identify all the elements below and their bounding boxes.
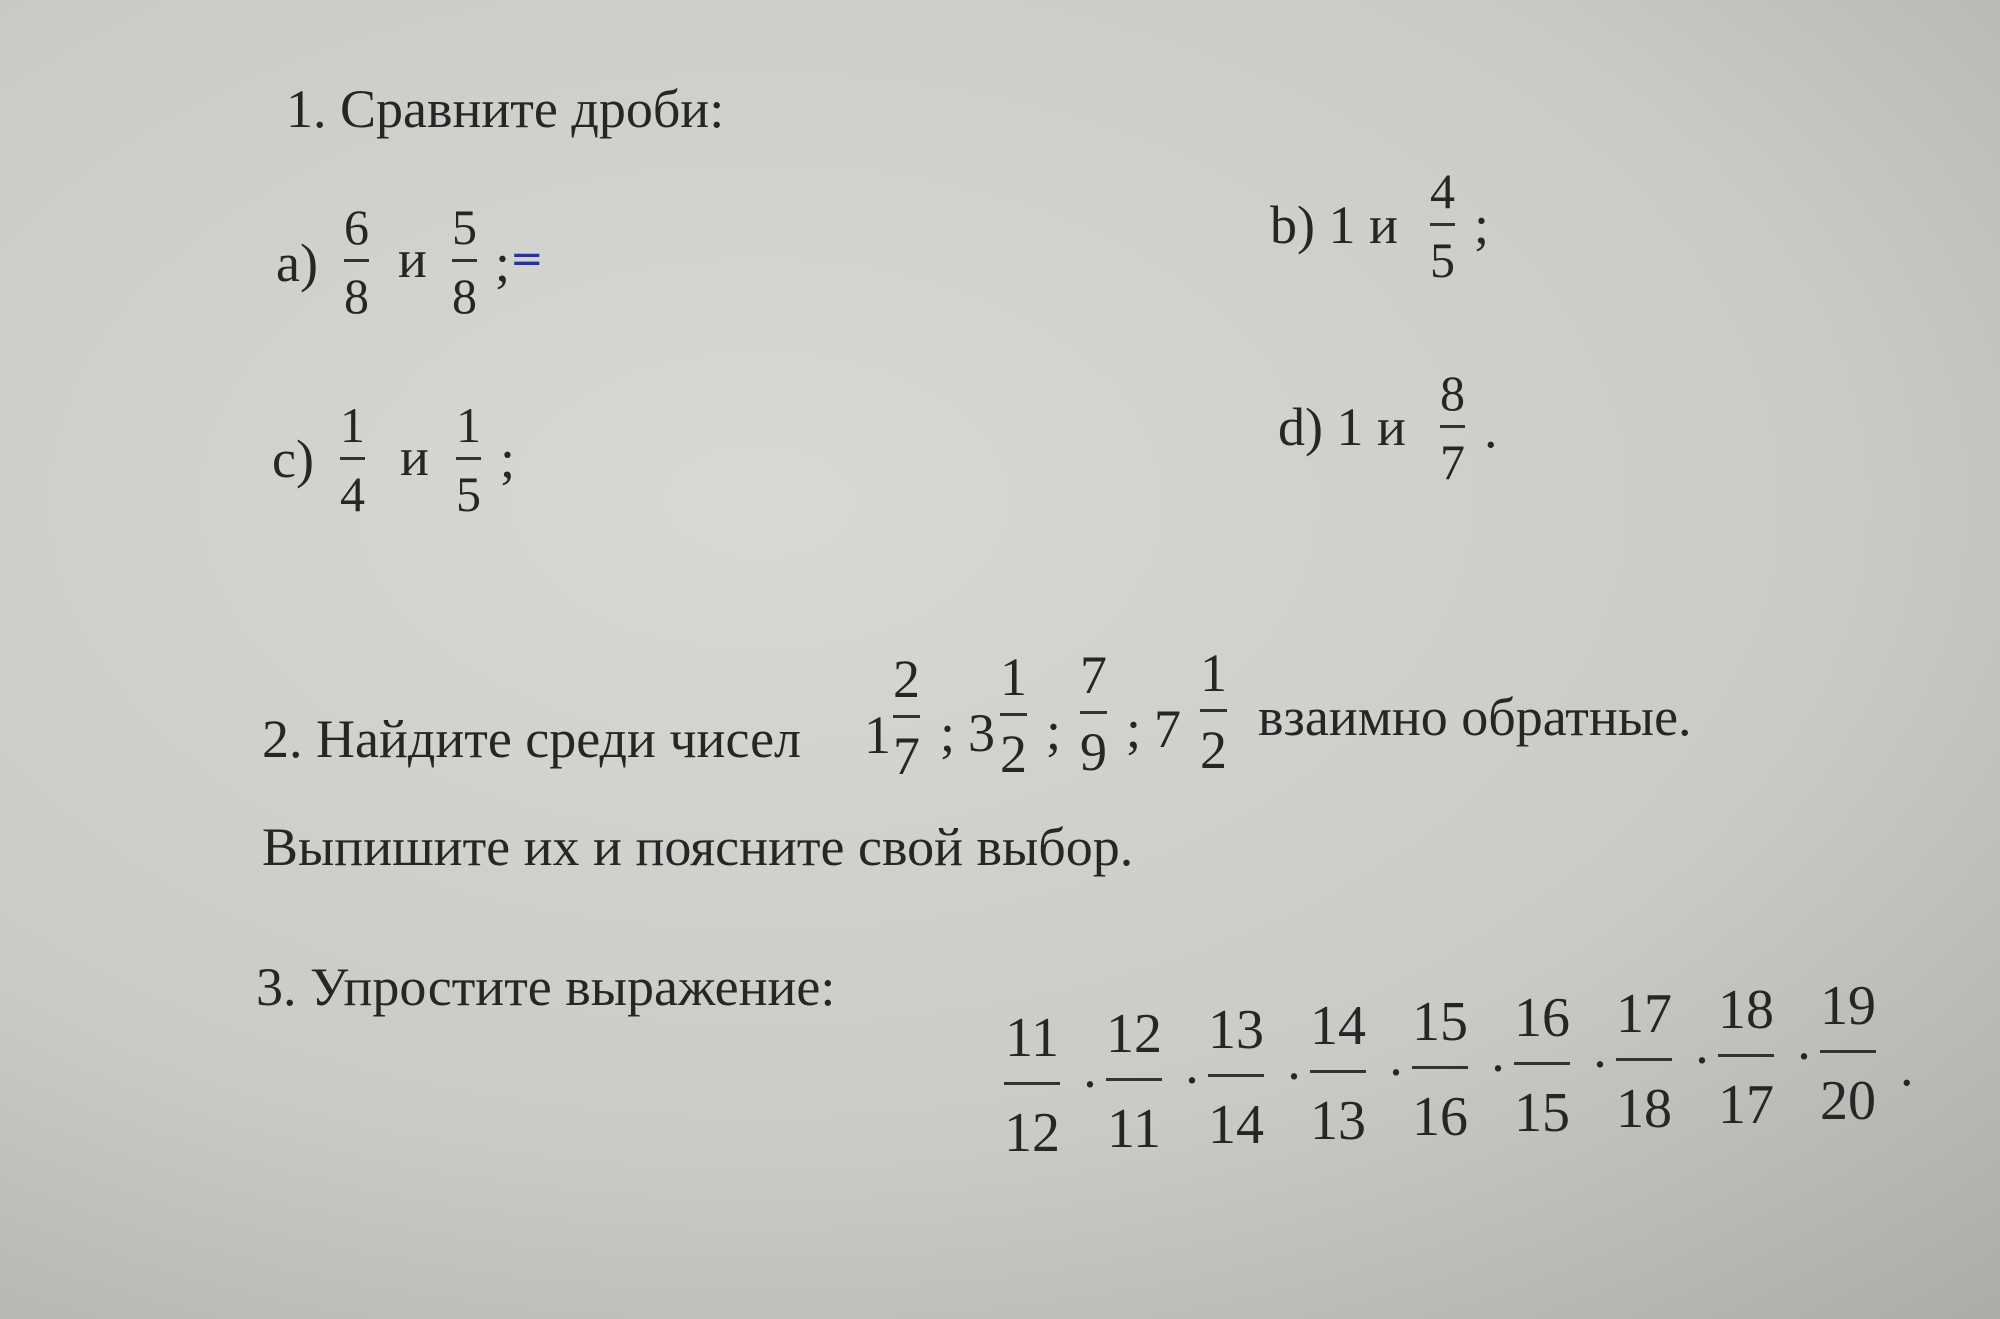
task2-separator: ; [1126, 699, 1142, 759]
fraction-bar [1106, 1078, 1162, 1081]
task1-d-end: . [1484, 399, 1498, 459]
multiply-operator: · [1183, 1050, 1201, 1110]
numerator: 13 [1208, 999, 1264, 1061]
multiply-operator: · [1693, 1030, 1711, 1090]
task3-fraction [1106, 1003, 1162, 1160]
task1-c-fraction-right [456, 397, 481, 522]
numerator: 1 [1000, 647, 1027, 707]
task1-c-end: ; [500, 429, 516, 489]
task2-heading: 2. Найдите среди чисел [262, 709, 801, 769]
task3-fraction [1208, 999, 1264, 1156]
fraction-bar [1616, 1058, 1672, 1061]
task1-a-label: a) [276, 233, 318, 293]
task1-heading: 1. Сравните дроби: [286, 79, 725, 139]
numerator: 5 [452, 199, 477, 255]
task1-a-end: ; [495, 233, 511, 293]
numerator: 15 [1412, 991, 1468, 1053]
task1-d-fraction [1440, 365, 1465, 490]
task2-n4-fraction [1200, 643, 1227, 780]
denominator: 16 [1412, 1086, 1468, 1148]
task3-fraction [1514, 987, 1570, 1144]
task1-c-label: c) [272, 429, 314, 489]
fraction-bar [1004, 1082, 1060, 1085]
task1-d-label: d) 1 и [1278, 397, 1406, 457]
task2-separator: ; [1046, 701, 1062, 761]
numerator: 2 [893, 649, 920, 709]
fraction-bar [1430, 223, 1455, 226]
multiply-operator: · [1285, 1046, 1303, 1106]
task1-a-conjunction: и [398, 229, 427, 289]
denominator: 11 [1107, 1098, 1161, 1160]
denominator: 7 [893, 726, 920, 786]
fraction-bar [456, 457, 481, 460]
multiply-operator: · [1387, 1042, 1405, 1102]
denominator: 18 [1616, 1078, 1672, 1140]
task3-heading: 3. Упростите выражение: [256, 957, 836, 1017]
multiply-operator: · [1795, 1026, 1813, 1086]
fraction-bar [1514, 1062, 1570, 1065]
fraction-bar [893, 715, 920, 718]
numerator: 11 [1005, 1007, 1059, 1069]
task2-instruction: Выпишите их и поясните свой выбор. [262, 817, 1134, 877]
denominator: 13 [1310, 1090, 1366, 1152]
task1-c-fraction-left [340, 397, 365, 522]
denominator: 7 [1440, 434, 1465, 490]
fraction-bar [1208, 1074, 1264, 1077]
numerator: 18 [1718, 979, 1774, 1041]
denominator: 2 [1200, 720, 1227, 780]
task3-fraction [1616, 983, 1672, 1140]
handwritten-mark: = [510, 236, 544, 282]
task1-b-fraction [1430, 163, 1455, 288]
denominator: 5 [1430, 232, 1455, 288]
task1-b-end: ; [1474, 195, 1490, 255]
task1-a-fraction-left [344, 199, 369, 324]
task2-n1-fraction [893, 649, 920, 786]
numerator: 16 [1514, 987, 1570, 1049]
task2-n3-fraction [1080, 645, 1107, 782]
denominator: 12 [1004, 1102, 1060, 1164]
numerator: 7 [1080, 645, 1107, 705]
task1-c-conjunction: и [400, 427, 429, 487]
task2-separator: ; [940, 703, 956, 763]
task2-n4-whole: 7 [1154, 699, 1181, 759]
numerator: 19 [1820, 975, 1876, 1037]
fraction-bar [340, 457, 365, 460]
fraction-bar [1000, 713, 1027, 716]
fraction-bar [1718, 1054, 1774, 1057]
numerator: 1 [340, 397, 365, 453]
numerator: 14 [1310, 995, 1366, 1057]
numerator: 1 [456, 397, 481, 453]
numerator: 1 [1200, 643, 1227, 703]
fraction-bar [1412, 1066, 1468, 1069]
task3-fraction [1412, 991, 1468, 1148]
denominator: 17 [1718, 1074, 1774, 1136]
multiply-operator: · [1591, 1034, 1609, 1094]
numerator: 4 [1430, 163, 1455, 219]
denominator: 5 [456, 466, 481, 522]
fraction-bar [452, 259, 477, 262]
numerator: 8 [1440, 365, 1465, 421]
multiply-operator: · [1081, 1054, 1099, 1114]
fraction-bar [1200, 709, 1227, 712]
task1-b-label: b) 1 и [1270, 195, 1398, 255]
denominator: 8 [344, 268, 369, 324]
task2-tail: взаимно обратные. [1258, 687, 1692, 747]
task3-fraction [1004, 1007, 1060, 1164]
task2-n2-fraction [1000, 647, 1027, 784]
fraction-bar [1080, 711, 1107, 714]
numerator: 6 [344, 199, 369, 255]
task3-fraction [1310, 995, 1366, 1152]
denominator: 2 [1000, 724, 1027, 784]
fraction-bar [1310, 1070, 1366, 1073]
task3-fraction [1718, 979, 1774, 1136]
fraction-bar [1440, 425, 1465, 428]
task2-n2-whole: 3 [968, 703, 995, 763]
denominator: 4 [340, 466, 365, 522]
denominator: 14 [1208, 1094, 1264, 1156]
numerator: 12 [1106, 1003, 1162, 1065]
task1-a-fraction-right [452, 199, 477, 324]
denominator: 9 [1080, 722, 1107, 782]
fraction-bar [1820, 1050, 1876, 1053]
task3-end: . [1900, 1037, 1914, 1097]
denominator: 20 [1820, 1070, 1876, 1132]
multiply-operator: · [1489, 1038, 1507, 1098]
numerator: 17 [1616, 983, 1672, 1045]
task2-n1-whole: 1 [864, 705, 891, 765]
task3-fraction [1820, 975, 1876, 1132]
denominator: 8 [452, 268, 477, 324]
denominator: 15 [1514, 1082, 1570, 1144]
fraction-bar [344, 259, 369, 262]
